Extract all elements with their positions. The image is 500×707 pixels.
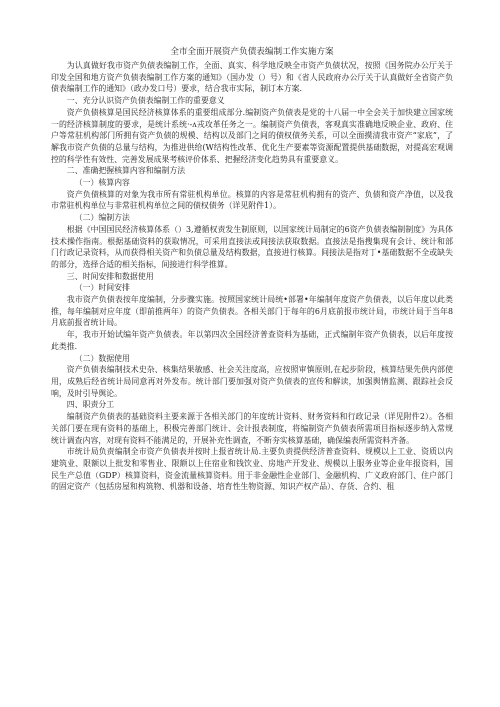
paragraph: 编制资产负债表的基础资料主要来源于各相关部门的年度统计资料、财务资料和行政记录（详见附件2）。各相关部门要在现有资料的基础上，积极完善部门统计、会计报表制度，将编制资产负债表所需项目指标逐步纳入常规统计调查内容，对现有资料不能满足的，开展补充性调查，不断夯实核算基础，确保编表所需资料齐备。 bbox=[51, 412, 453, 445]
paragraph: 资产负债核算的对象为我市所有常驻机构单位。核算的内容是常驻机构拥有的资产、负债和资产净值，以及我市常驻机构单位与非常驻机构单位之间的债权债务（详见附件1）。 bbox=[51, 189, 453, 211]
page-title: 全市全面开展资产负债表编制工作实施方案 bbox=[170, 47, 334, 57]
paragraph: 市统计局负责编制全市资产负债表并按时上报省统计局.主要负责提供经济普查资料、规模以上工业、资质以内建筑业、限额以上批发和零售业、限额以上住宿业和钱饮业、房地产开发业、规模以上服务业等企业年报资料，国民生产总值（GDP）核算资料，资金流量核算资料。用于非金融性企业部门、金融机构、广义政府部门、住户部门的固定资产（包括房屋和构筑物、机器和设备、培育性生物资源、知识产权产品）、存货、合约、租 bbox=[51, 447, 453, 492]
document-body bbox=[51, 60, 453, 493]
paragraph: 年，我市开始试编年资产负债表。年以第四次全国经济普查资料为基础，正式编制年资产负债表，以后年度按此类推. bbox=[51, 330, 453, 351]
section-heading: （二）编制方法 bbox=[74, 213, 130, 223]
paragraph: 根据《中国国民经济核算体系（）3,遵循权责发生制原则，以国家统计局制定的6资产负债表编制制度》为具体技术操作指南。根据基础资料的获取情况，可采用直接法或间接法获取数据。直接法是指搜集现有会计、统计和部门行政记录资料，从而获得相关资产和负债总量及结构数据，直接进行核算。间接法是指对丁•基础数据不全或缺失的部分，选择合适的相关指标，间接进行科学推算。 bbox=[51, 224, 453, 269]
paragraph: 我市资产负债表按年度编制，分步骤实施。按照国家统计局统•部署•年编制年度资产负债表，以后年度以此类推，每年编制对应年度（即前推两年）的资产负债表。各相关部门于每年的6月底前报市统计局，市统计局于当年8月底前报省统计局。 bbox=[51, 295, 453, 328]
paragraph: 为认真做好我市资产负债表编制工作，全面、真实、科学地反映全市资产负债状况，按照《国务院办公厅关于印发全国和地方资产负债表编制工作方案的通知》（国办发（）号）和《省人民政府办公厅关于认真做好全省资产负债表编制工作的通知》（政办发口号）要求，结合我市实际，制订本方案. bbox=[51, 61, 453, 94]
section-heading: （二）数据使用 bbox=[74, 353, 130, 363]
section-heading: （一）核算内容 bbox=[74, 178, 130, 188]
section-heading: 四、职责分工 bbox=[66, 400, 115, 410]
section-heading: （一）时间安排 bbox=[74, 283, 130, 293]
section-heading: 二、准确把握核算内容和编制方法 bbox=[66, 166, 186, 176]
section-heading: 一、充分认识资产负债表编制工作的重要意义 bbox=[66, 96, 225, 106]
paragraph: 资产负债表编制技术史杂、核集结果敏感、社会关注度高，应按照审慎原则,在起步阶段，核算结果先供内部使用，成熟后经省统计局同意再对外发布。统计部门要加强对资产负债表的宣传和解读，加强舆情监测、跟踪社会反响，及时引导舆论。 bbox=[51, 365, 453, 398]
section-heading: 三、时间安排和数据使用 bbox=[66, 271, 154, 281]
paragraph: 资产负债核算是国民经济核算体系的重要组成部分.编制资产负债表是党的十八届一中全会关于加快建立国家统一的经济核算制度的要求，是统计系统·-ʌ戎攻革任务之一。编制资产负债表，客观真实准确地反映企业、政府、住户等常驻机构部门所拥有资产负债的规模、结构以及部门之间的债权债务关系，可以全面摸清我市资产“家底”，了解我市资产负债的总量与结构，为推进供给(W结构性改革、优化生产要素等资源配置提供基础数据，对提高宏观调控的科学性有效性、完善发展成果考核评价体系、把握经济变化趋势具有重要意义。 bbox=[51, 107, 453, 164]
